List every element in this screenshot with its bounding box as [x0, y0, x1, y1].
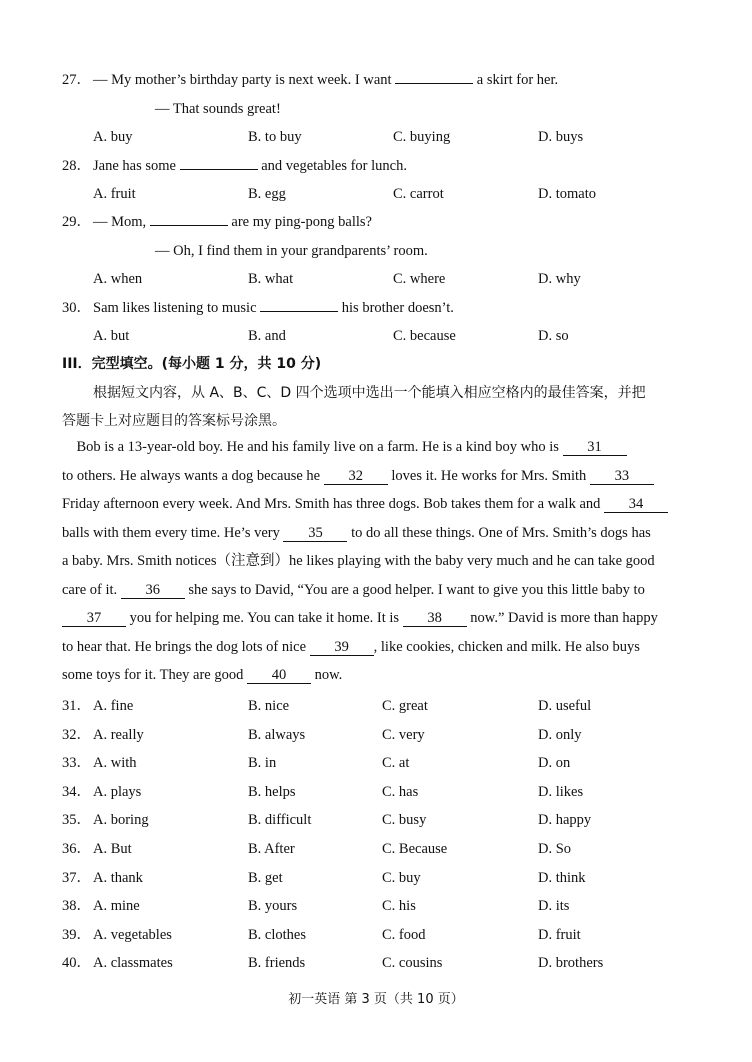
- option-d: D. buys: [538, 129, 584, 145]
- question-text: — That sounds great!: [155, 101, 281, 117]
- question-number: 32．: [62, 727, 91, 743]
- question-27-options: [93, 123, 722, 151]
- question-text: — My mother’s birthday party is next week. I want: [93, 72, 396, 88]
- option-c: C. food: [382, 927, 426, 943]
- question-number: 30．: [62, 300, 91, 316]
- option-b: B. helps: [248, 784, 296, 800]
- question-29-options: [93, 265, 722, 293]
- option-c: C. busy: [382, 812, 427, 828]
- cloze-blank-39: 39: [310, 639, 374, 656]
- passage-line: [62, 576, 722, 604]
- option-c: C. his: [382, 898, 416, 914]
- choice-row: [62, 778, 722, 806]
- answer-blank: [150, 209, 228, 226]
- passage-text: to others. He always wants a dog because he: [62, 468, 324, 484]
- passage-text: now.: [310, 667, 343, 683]
- question-number: 40．: [62, 955, 91, 971]
- question-number: 28．: [62, 158, 91, 174]
- choice-row: [62, 806, 722, 834]
- question-30-options: [93, 322, 722, 350]
- passage-text: care of it.: [62, 582, 121, 598]
- answer-blank: [395, 67, 473, 84]
- passage-line: [62, 547, 722, 575]
- passage-text: a baby. Mrs. Smith notices（注意到）he likes playing with the baby very much and he can take good: [62, 553, 655, 569]
- passage-line: [62, 661, 722, 689]
- question-text: his brother doesn’t.: [338, 300, 454, 316]
- question-number: 38．: [62, 898, 91, 914]
- question-text: and vegetables for lunch.: [257, 158, 407, 174]
- option-c: C. Because: [382, 841, 448, 857]
- question-text: are my ping-pong balls?: [227, 214, 372, 230]
- cloze-blank-37: 37: [62, 610, 126, 627]
- option-a: A. boring: [93, 812, 149, 828]
- option-b: B. get: [248, 870, 283, 886]
- option-b: B. friends: [248, 955, 306, 971]
- question-27-line-1: [62, 66, 722, 94]
- question-number: 35．: [62, 812, 91, 828]
- option-b: B. in: [248, 755, 277, 771]
- passage-text: some toys for it. They are good: [62, 667, 247, 683]
- option-b: B. yours: [248, 898, 298, 914]
- option-b: B. what: [248, 271, 294, 287]
- option-d: D. tomato: [538, 186, 596, 202]
- option-d: D. think: [538, 870, 586, 886]
- question-28-line-1: [62, 152, 722, 180]
- choice-row: [62, 949, 722, 977]
- cloze-blank-34: 34: [604, 496, 668, 513]
- option-b: B. to buy: [248, 129, 302, 145]
- section-heading: III．完型填空。(每小题 1 分，共 10 分): [62, 356, 322, 372]
- section-instruction-line-1: 根据短文内容，从 A、B、C、D 四个选项中选出一个能填入相应空格内的最佳答案，并把: [93, 385, 646, 401]
- option-c: C. cousins: [382, 955, 443, 971]
- option-c: C. buying: [393, 129, 451, 145]
- choice-row: [62, 921, 722, 949]
- passage-text: now.” David is more than happy: [466, 610, 658, 626]
- option-c: C. carrot: [393, 186, 444, 202]
- question-30-line-1: [62, 294, 722, 322]
- option-c: C. where: [393, 271, 446, 287]
- passage-text: she says to David, “You are a good helper. I want to give you this little baby to: [184, 582, 645, 598]
- option-a: A. fruit: [93, 186, 136, 202]
- option-c: C. because: [393, 328, 456, 344]
- option-b: B. nice: [248, 698, 290, 714]
- question-number: 29．: [62, 214, 91, 230]
- option-d: D. on: [538, 755, 571, 771]
- passage-text: , like cookies, chicken and milk. He also buys: [373, 639, 640, 655]
- question-number: 36．: [62, 841, 91, 857]
- passage-text: Friday afternoon every week. And Mrs. Smith has three dogs. Bob takes them for a walk and: [62, 496, 605, 512]
- passage-line: [62, 490, 722, 518]
- question-number: 27．: [62, 72, 91, 88]
- option-a: A. buy: [93, 129, 133, 145]
- question-number: 39．: [62, 927, 91, 943]
- passage-text: to do all these things. One of Mrs. Smith’s dogs has: [347, 525, 651, 541]
- question-28-options: [93, 180, 722, 208]
- question-number: 31．: [62, 698, 91, 714]
- option-a: A. but: [93, 328, 130, 344]
- option-d: D. likes: [538, 784, 584, 800]
- question-text: Jane has some: [93, 158, 180, 174]
- question-number: 34．: [62, 784, 91, 800]
- option-a: A. with: [93, 755, 137, 771]
- question-text: Sam likes listening to music: [93, 300, 261, 316]
- option-b: B. egg: [248, 186, 286, 202]
- choice-row: [62, 835, 722, 863]
- option-a: A. plays: [93, 784, 142, 800]
- question-number: 37．: [62, 870, 91, 886]
- passage-line: [62, 462, 722, 490]
- option-a: A. mine: [93, 898, 140, 914]
- option-c: C. has: [382, 784, 419, 800]
- option-d: D. brothers: [538, 955, 604, 971]
- answer-blank: [260, 295, 338, 312]
- passage-line: [62, 519, 722, 547]
- section-instruction-line-2: 答题卡上对应题目的答案标号涂黑。: [62, 413, 286, 429]
- option-d: D. its: [538, 898, 570, 914]
- choice-row: [62, 721, 722, 749]
- choice-row: [62, 749, 722, 777]
- option-c: C. at: [382, 755, 410, 771]
- option-b: B. difficult: [248, 812, 312, 828]
- option-b: B. and: [248, 328, 286, 344]
- question-text: — Mom,: [93, 214, 150, 230]
- option-a: A. classmates: [93, 955, 173, 971]
- passage-text: loves it. He works for Mrs. Smith: [387, 468, 590, 484]
- passage-text: Bob is a 13-year-old boy. He and his family live on a farm. He is a kind boy who is: [62, 439, 563, 455]
- option-d: D. useful: [538, 698, 592, 714]
- option-b: B. clothes: [248, 927, 306, 943]
- choice-row: [62, 692, 722, 720]
- passage-line: [62, 433, 722, 461]
- cloze-blank-32: 32: [324, 468, 388, 485]
- option-a: A. thank: [93, 870, 143, 886]
- cloze-blank-40: 40: [247, 667, 311, 684]
- cloze-blank-33: 33: [590, 468, 654, 485]
- question-number: 33．: [62, 755, 91, 771]
- option-d: D. So: [538, 841, 572, 857]
- cloze-blank-31: 31: [563, 439, 627, 456]
- option-c: C. great: [382, 698, 428, 714]
- answer-blank: [180, 153, 258, 170]
- option-b: B. After: [248, 841, 295, 857]
- cloze-blank-38: 38: [403, 610, 467, 627]
- choice-row: [62, 892, 722, 920]
- option-d: D. fruit: [538, 927, 581, 943]
- option-a: A. But: [93, 841, 132, 857]
- option-a: A. fine: [93, 698, 134, 714]
- choice-row: [62, 864, 722, 892]
- cloze-blank-36: 36: [121, 582, 185, 599]
- option-c: C. very: [382, 727, 425, 743]
- page-footer: 初一英语 第 3 页（共 10 页）: [288, 992, 464, 1007]
- question-text: a skirt for her.: [473, 72, 559, 88]
- question-29-line-1: [62, 208, 722, 236]
- question-27-line-2: [62, 95, 722, 123]
- passage-line: [62, 633, 722, 661]
- cloze-blank-35: 35: [283, 525, 347, 542]
- passage-text: you for helping me. You can take it home. It is: [126, 610, 403, 626]
- option-d: D. happy: [538, 812, 592, 828]
- option-d: D. so: [538, 328, 569, 344]
- passage-text: balls with them every time. He’s very: [62, 525, 284, 541]
- question-29-line-2: [62, 237, 722, 265]
- option-a: A. when: [93, 271, 143, 287]
- option-d: D. only: [538, 727, 582, 743]
- option-c: C. buy: [382, 870, 421, 886]
- option-d: D. why: [538, 271, 581, 287]
- passage-line: [62, 604, 722, 632]
- option-a: A. really: [93, 727, 144, 743]
- option-b: B. always: [248, 727, 306, 743]
- question-text: — Oh, I find them in your grandparents’ room.: [155, 243, 428, 259]
- option-a: A. vegetables: [93, 927, 172, 943]
- passage-text: to hear that. He brings the dog lots of nice: [62, 639, 310, 655]
